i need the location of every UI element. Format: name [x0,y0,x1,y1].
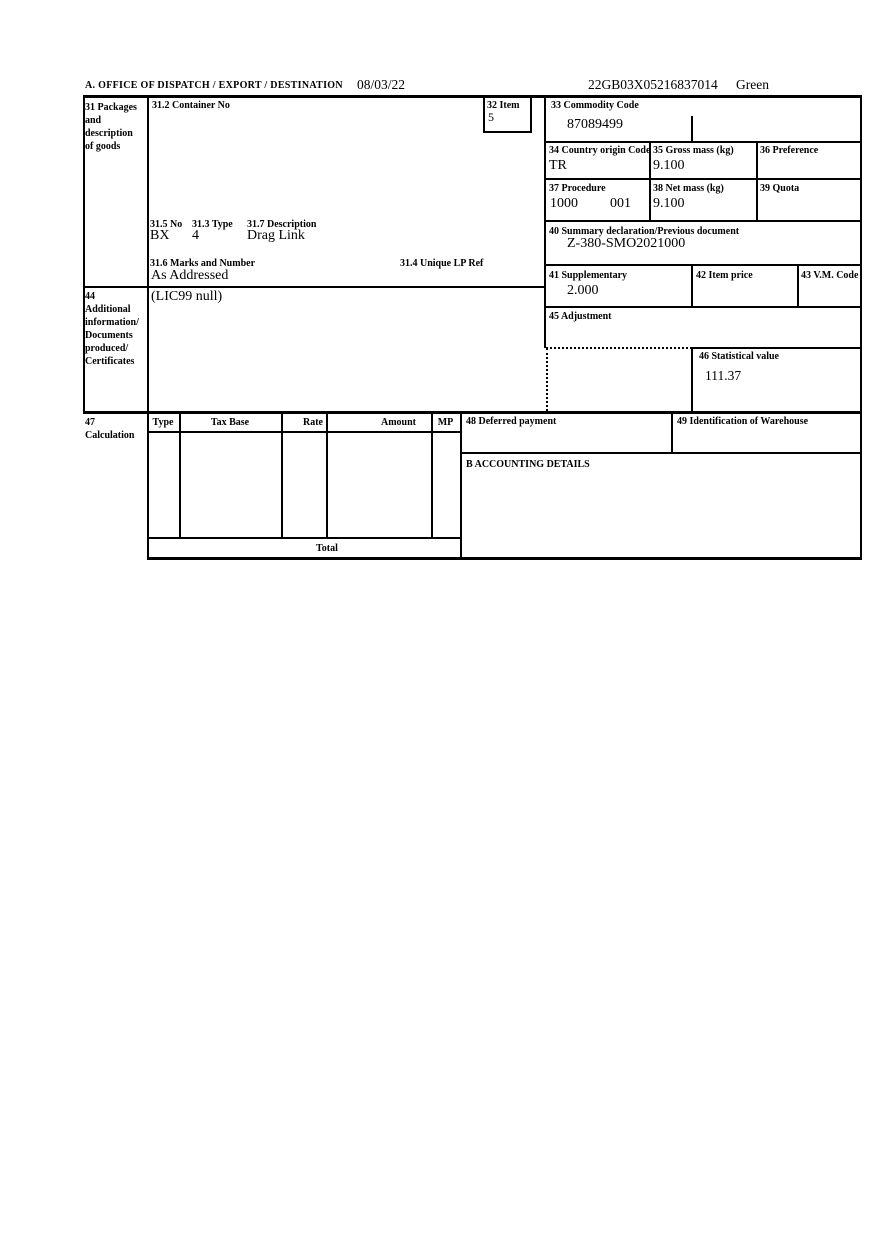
box44-label [85,290,139,368]
row-divider-34-37 [544,178,862,180]
box43-label: 43 V.M. Code [801,270,859,281]
box40-label: 40 Summary declaration/Previous document [549,226,740,237]
box31-7-goods-description: Drag Link [247,228,305,243]
box31-label-line4: of goods [85,141,121,152]
form-right-border [860,95,862,560]
box46-top-border [691,347,862,349]
form-top-border [83,95,862,98]
row-divider-33-34 [544,141,862,143]
dotted-top-border [546,347,692,349]
box38-net-mass: 9.100 [653,196,685,211]
box35-label: 35 Gross mass (kg) [653,145,734,156]
form-bottom-border [147,557,862,560]
box33-inner-divider [691,116,693,143]
box41-supplementary-units: 2.000 [567,283,599,298]
box44-label-line2: Additional [85,304,131,315]
box33-label: 33 Commodity Code [551,100,639,111]
row-divider-37-40 [544,220,862,222]
calc-col-header-tax-base: Tax Base [210,417,250,428]
calc-header-bottom-border [147,431,462,433]
col-divider-42-43 [797,264,799,308]
box37-label: 37 Procedure [549,183,606,194]
box44-label-line4: Documents [85,330,133,341]
row-divider-48-B [460,452,862,454]
box32-left-border [483,97,485,133]
box34-label: 34 Country origin Code [549,145,651,156]
box34-country-origin-code: TR [549,158,567,173]
box31-5-package-count: BX [150,228,170,243]
box32-right-border [530,97,532,133]
box31-box44-divider [83,286,546,288]
box47-label [85,416,134,442]
box36-label: 36 Preference [760,145,819,156]
box45-label: 45 Adjustment [549,311,612,322]
calc-col-header-type: Type [152,417,174,428]
box46-statistical-value: 111.37 [705,368,742,383]
box41-label: 41 Supplementary [549,270,628,281]
office-of-dispatch-heading: A. OFFICE OF DISPATCH / EXPORT / DESTINATION [85,80,343,91]
box48-label: 48 Deferred payment [466,416,557,427]
box35-gross-mass: 9.100 [653,158,685,173]
box44-label-line1: 44 [85,291,95,302]
box46-left-border [691,347,693,412]
dotted-left-border [546,348,548,411]
box44-box47-divider [83,411,862,414]
box39-label: 39 Quota [760,183,800,194]
box31-label-line2: and [85,115,102,126]
header-routing-status: Green [736,77,769,92]
calc-col-header-rate: Rate [303,417,323,428]
box38-label: 38 Net mass (kg) [653,183,724,194]
box37-procedure-code-2: 001 [610,196,631,211]
header-date: 08/03/22 [357,77,406,92]
calc-total-row-top-border [147,537,462,539]
box31-3-package-type: 4 [192,228,199,243]
label-column-divider [147,95,149,560]
box31-label-line3: description [85,128,133,139]
box32-item-number: 5 [488,110,494,124]
calc-total-label: Total [316,543,338,554]
box40-previous-document: Z-380-SMO2021000 [567,236,686,251]
box49-label: 49 Identification of Warehouse [677,416,809,427]
box31-label-line1: 31 Packages [85,102,137,113]
row-divider-40-41 [544,264,862,266]
box37-procedure-code: 1000 [550,196,578,211]
box33-commodity-code: 87089499 [567,117,623,132]
box31-5-label: 31.5 No [150,219,183,230]
header-declaration-number: 22GB03X05216837014 [588,77,718,92]
box31-2-label: 31.2 Container No [152,100,230,111]
calc-col-header-mp: MP [437,417,454,428]
box31-label [85,101,137,153]
box31-6-label: 31.6 Marks and Number [150,258,256,269]
box44-additional-information: (LIC99 null) [151,289,223,304]
accounting-details-label: B ACCOUNTING DETAILS [466,459,590,470]
box31-7-label: 31.7 Description [247,219,317,230]
box44-label-line6: Certificates [85,356,135,367]
col-divider-48-49 [671,411,673,453]
box31-3-label: 31.3 Type [192,219,233,230]
box47-label-line2: Calculation [85,430,135,441]
box31-6-marks-and-number: As Addressed [151,268,229,283]
calc-col-header-amount: Amount [380,417,416,428]
box32-bottom-border [483,131,532,133]
col-divider-41-42 [691,264,693,308]
box32-label: 32 Item [487,100,520,111]
box46-label: 46 Statistical value [699,351,779,362]
row-divider-41-45 [544,306,862,308]
box42-label: 42 Item price [696,270,753,281]
box31-4-label: 31.4 Unique LP Ref [400,258,484,269]
box47-label-line1: 47 [85,417,95,428]
box44-label-line5: produced/ [85,343,129,354]
box44-label-line3: information/ [85,317,139,328]
col-divider-35-36 [756,141,758,222]
